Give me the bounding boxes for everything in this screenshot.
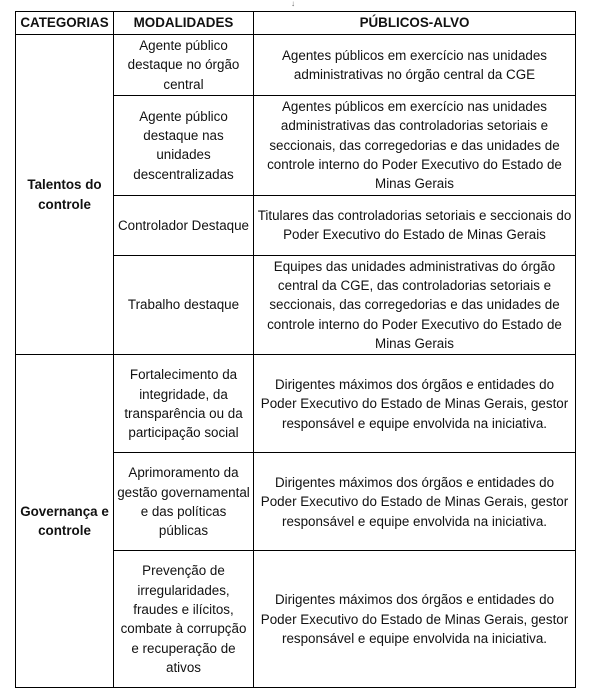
awards-table <box>15 11 576 688</box>
table-header-row <box>16 12 576 35</box>
publico-cell: Dirigentes máximos dos órgãos e entidades do Poder Executivo do Estado de Minas Gerais, gestor responsável e equipe envolvida na iniciativa. <box>254 551 576 688</box>
publico-cell: Dirigentes máximos dos órgãos e entidades do Poder Executivo do Estado de Minas Gerais, gestor responsável e equipe envolvida na iniciativa. <box>254 355 576 453</box>
move-handle-icon: ↓ <box>291 0 295 8</box>
modalidade-cell: Controlador Destaque <box>114 195 254 255</box>
header-categorias: CATEGORIAS <box>16 12 114 35</box>
modalidade-cell: Aprimoramento da gestão governamental e das políticas públicas <box>114 453 254 551</box>
publico-cell: Equipes das unidades administrativas do órgão central da CGE, das controladorias setoriais e seccionais, das corregedorias e das unidades de controle interno do Poder Executivo do Estado de Minas Gerais <box>254 255 576 354</box>
table-row <box>16 35 576 96</box>
modalidade-cell: Agente público destaque no órgão central <box>114 35 254 96</box>
publico-cell: Titulares das controladorias setoriais e seccionais do Poder Executivo do Estado de Minas Gerais <box>254 195 576 255</box>
category-cell: Talentos do controle <box>16 35 114 355</box>
publico-cell: Agentes públicos em exercício nas unidades administrativas no órgão central da CGE <box>254 35 576 96</box>
publico-cell: Dirigentes máximos dos órgãos e entidades do Poder Executivo do Estado de Minas Gerais, gestor responsável e equipe envolvida na iniciativa. <box>254 453 576 551</box>
category-cell: Governança e controle <box>16 355 114 688</box>
publico-cell: Agentes públicos em exercício nas unidades administrativas das controladorias setoriais e seccionais, das corregedorias e das unidades de controle interno do Poder Executivo do Estado de Minas Gerais <box>254 95 576 195</box>
header-publicos-alvo: PÚBLICOS-ALVO <box>254 12 576 35</box>
modalidade-cell: Prevenção de irregularidades, fraudes e ilícitos, combate à corrupção e recuperação de ativos <box>114 551 254 688</box>
modalidade-cell: Trabalho destaque <box>114 255 254 354</box>
modalidade-cell: Fortalecimento da integridade, da transparência ou da participação social <box>114 355 254 453</box>
header-modalidades: MODALIDADES <box>114 12 254 35</box>
table-row <box>16 355 576 453</box>
modalidade-cell: Agente público destaque nas unidades descentralizadas <box>114 95 254 195</box>
